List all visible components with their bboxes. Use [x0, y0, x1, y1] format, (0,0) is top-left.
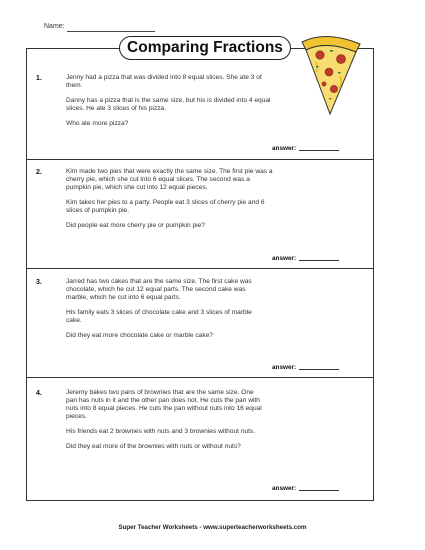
answer-line[interactable] — [299, 369, 339, 370]
answer-label: answer: — [272, 364, 297, 371]
section-divider — [26, 377, 374, 378]
question-paragraph: Jarred has two cakes that are the same size. The first cake was chocolate, which he cut 12 equal parts. The second cake was marble, which he cut into 6 equal parts. — [66, 278, 252, 302]
worksheet-title: Comparing Fractions — [119, 36, 291, 60]
answer-label: answer: — [272, 485, 297, 492]
answer-label: answer: — [272, 145, 297, 152]
question-text — [66, 168, 274, 238]
answer-line[interactable] — [299, 260, 339, 261]
question-text — [66, 389, 266, 459]
question-paragraph: His family eats 3 slices of chocolate cake and 3 slices of marble cake. — [66, 309, 252, 325]
question-paragraph: Danny has a pizza that is the same size, but his is divided into 4 equal slices. He ate 3 slices of his pizza. — [66, 97, 271, 113]
section-divider — [26, 268, 374, 269]
question-paragraph: Did people eat more cherry pie or pumpkin pie? — [66, 222, 205, 230]
name-input-line[interactable] — [67, 31, 155, 32]
question-paragraph: Did they eat more of the brownies with nuts or without nuts? — [66, 443, 241, 451]
question-paragraph: Kim takes her pies to a party. People eat 3 slices of cherry pie and 6 slices of pumpkin pie. — [66, 199, 265, 215]
question-number: 1. — [36, 75, 42, 82]
question-paragraph: Jenny had a pizza that was divided into 8 equal slices. She ate 3 of them. — [66, 74, 262, 90]
footer-credit: Super Teacher Worksheets - www.superteacherworksheets.com — [118, 524, 307, 531]
name-label: Name: — [44, 23, 65, 30]
question-paragraph: Jeremy bakes two pans of brownies that are the same size. One pan has nuts in it and the other pan does not. He cuts the pan with nuts into 8 equal pieces. He cuts the pan without nuts into 16 equal pieces. — [66, 389, 262, 421]
answer-field[interactable] — [272, 145, 339, 152]
question-paragraph: His friends eat 2 brownies with nuts and 3 brownies without nuts. — [66, 428, 256, 436]
question-paragraph: Who ate more pizza? — [66, 120, 129, 128]
question-number: 3. — [36, 279, 42, 286]
answer-field[interactable] — [272, 255, 339, 262]
answer-label: answer: — [272, 255, 297, 262]
question-number: 2. — [36, 169, 42, 176]
answer-field[interactable] — [272, 485, 339, 492]
question-text — [66, 74, 280, 135]
question-paragraph: Did they eat more chocolate cake or marble cake? — [66, 332, 213, 340]
pizza-slice-icon — [296, 32, 368, 118]
answer-field[interactable] — [272, 364, 339, 371]
section-divider — [26, 159, 374, 160]
answer-line[interactable] — [299, 490, 339, 491]
question-text — [66, 278, 266, 348]
answer-line[interactable] — [299, 150, 339, 151]
question-paragraph: Kim made two pies that were exactly the same size. The first pie was a cherry pie, which she cut into 6 equal slices. The second was a pumpkin pie, which she cut into 12 equal pieces. — [66, 168, 273, 192]
question-number: 4. — [36, 390, 42, 397]
